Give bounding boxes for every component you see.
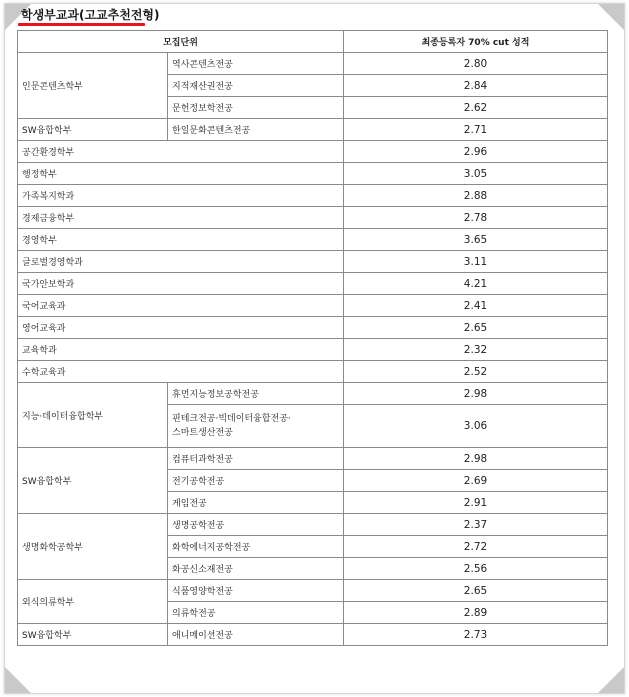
major-cell: 컴퓨터과학전공 bbox=[168, 448, 344, 470]
cut-score-cell: 2.98 bbox=[344, 448, 608, 470]
cut-score-cell: 2.78 bbox=[344, 207, 608, 229]
dept-cell: 경제금융학부 bbox=[18, 207, 344, 229]
dept-cell: 교육학과 bbox=[18, 339, 344, 361]
cut-score-cell: 2.52 bbox=[344, 361, 608, 383]
cut-score-cell: 3.05 bbox=[344, 163, 608, 185]
table-row bbox=[18, 295, 608, 317]
title-underline bbox=[18, 23, 145, 26]
table-row bbox=[18, 339, 608, 361]
major-cell: 식품영양학전공 bbox=[168, 580, 344, 602]
major-cell: 핀테크전공·빅데이터융합전공· 스마트생산전공 bbox=[168, 405, 344, 448]
table-row bbox=[18, 207, 608, 229]
cut-score-cell: 2.91 bbox=[344, 492, 608, 514]
cut-score-cell: 2.69 bbox=[344, 470, 608, 492]
dept-cell: 지능·데이터융합학부 bbox=[18, 383, 168, 448]
table-row bbox=[18, 361, 608, 383]
page-corner-fold bbox=[5, 667, 31, 693]
table-row bbox=[18, 229, 608, 251]
header-admission-unit: 모집단위 bbox=[18, 31, 344, 53]
table-row bbox=[18, 317, 608, 339]
dept-cell: 영어교육과 bbox=[18, 317, 344, 339]
cut-score-cell: 2.72 bbox=[344, 536, 608, 558]
cut-score-cell: 4.21 bbox=[344, 273, 608, 295]
dept-cell: SW융합학부 bbox=[18, 448, 168, 514]
major-cell: 게임전공 bbox=[168, 492, 344, 514]
dept-cell: 수학교육과 bbox=[18, 361, 344, 383]
table-row bbox=[18, 141, 608, 163]
cut-score-cell: 2.71 bbox=[344, 119, 608, 141]
table-body bbox=[18, 53, 608, 646]
cut-score-cell: 2.88 bbox=[344, 185, 608, 207]
table-row bbox=[18, 185, 608, 207]
major-cell: 문헌정보학전공 bbox=[168, 97, 344, 119]
major-cell: 화학에너지공학전공 bbox=[168, 536, 344, 558]
cut-score-cell: 2.84 bbox=[344, 75, 608, 97]
cut-score-cell: 3.11 bbox=[344, 251, 608, 273]
page-title: 학생부교과(고교추천전형) bbox=[21, 8, 160, 22]
major-cell: 의류학전공 bbox=[168, 602, 344, 624]
dept-cell: 외식의류학부 bbox=[18, 580, 168, 624]
page-corner-fold bbox=[598, 667, 624, 693]
major-cell: 생명공학전공 bbox=[168, 514, 344, 536]
dept-cell: 생명화학공학부 bbox=[18, 514, 168, 580]
major-cell: 지적재산권전공 bbox=[168, 75, 344, 97]
table-row bbox=[18, 119, 608, 141]
page-corner-fold bbox=[598, 4, 624, 30]
cut-score-cell: 2.56 bbox=[344, 558, 608, 580]
admission-grades-table bbox=[17, 30, 608, 646]
cut-score-cell: 3.06 bbox=[344, 405, 608, 448]
cut-score-cell: 2.73 bbox=[344, 624, 608, 646]
cut-score-cell: 2.32 bbox=[344, 339, 608, 361]
dept-cell: 공간환경학부 bbox=[18, 141, 344, 163]
table-row bbox=[18, 383, 608, 405]
dept-cell: 국어교육과 bbox=[18, 295, 344, 317]
cut-score-cell: 2.89 bbox=[344, 602, 608, 624]
cut-score-cell: 2.65 bbox=[344, 580, 608, 602]
dept-cell: 인문콘텐츠학부 bbox=[18, 53, 168, 119]
cut-score-cell: 2.37 bbox=[344, 514, 608, 536]
major-cell: 역사콘텐츠전공 bbox=[168, 53, 344, 75]
cut-score-cell: 2.96 bbox=[344, 141, 608, 163]
table-row bbox=[18, 251, 608, 273]
table-row bbox=[18, 580, 608, 602]
table-row bbox=[18, 448, 608, 470]
dept-cell: 글로벌경영학과 bbox=[18, 251, 344, 273]
cut-score-cell: 2.98 bbox=[344, 383, 608, 405]
table-header-row bbox=[18, 31, 608, 53]
dept-cell: 가족복지학과 bbox=[18, 185, 344, 207]
table-row bbox=[18, 514, 608, 536]
table-row bbox=[18, 163, 608, 185]
table-row bbox=[18, 273, 608, 295]
major-cell: 애니메이션전공 bbox=[168, 624, 344, 646]
cut-score-cell: 2.41 bbox=[344, 295, 608, 317]
cut-score-cell: 2.80 bbox=[344, 53, 608, 75]
dept-cell: 행정학부 bbox=[18, 163, 344, 185]
cut-score-cell: 2.65 bbox=[344, 317, 608, 339]
major-cell: 전기공학전공 bbox=[168, 470, 344, 492]
header-cut-score: 최종등록자 70% cut 성적 bbox=[344, 31, 608, 53]
major-cell: 휴먼지능정보공학전공 bbox=[168, 383, 344, 405]
dept-cell: 경영학부 bbox=[18, 229, 344, 251]
cut-score-cell: 2.62 bbox=[344, 97, 608, 119]
dept-cell: SW융합학부 bbox=[18, 119, 168, 141]
table-row bbox=[18, 53, 608, 75]
table-row bbox=[18, 624, 608, 646]
major-cell: 화공신소재전공 bbox=[168, 558, 344, 580]
cut-score-cell: 3.65 bbox=[344, 229, 608, 251]
dept-cell: 국가안보학과 bbox=[18, 273, 344, 295]
major-cell: 한일문화콘텐츠전공 bbox=[168, 119, 344, 141]
dept-cell: SW융합학부 bbox=[18, 624, 168, 646]
